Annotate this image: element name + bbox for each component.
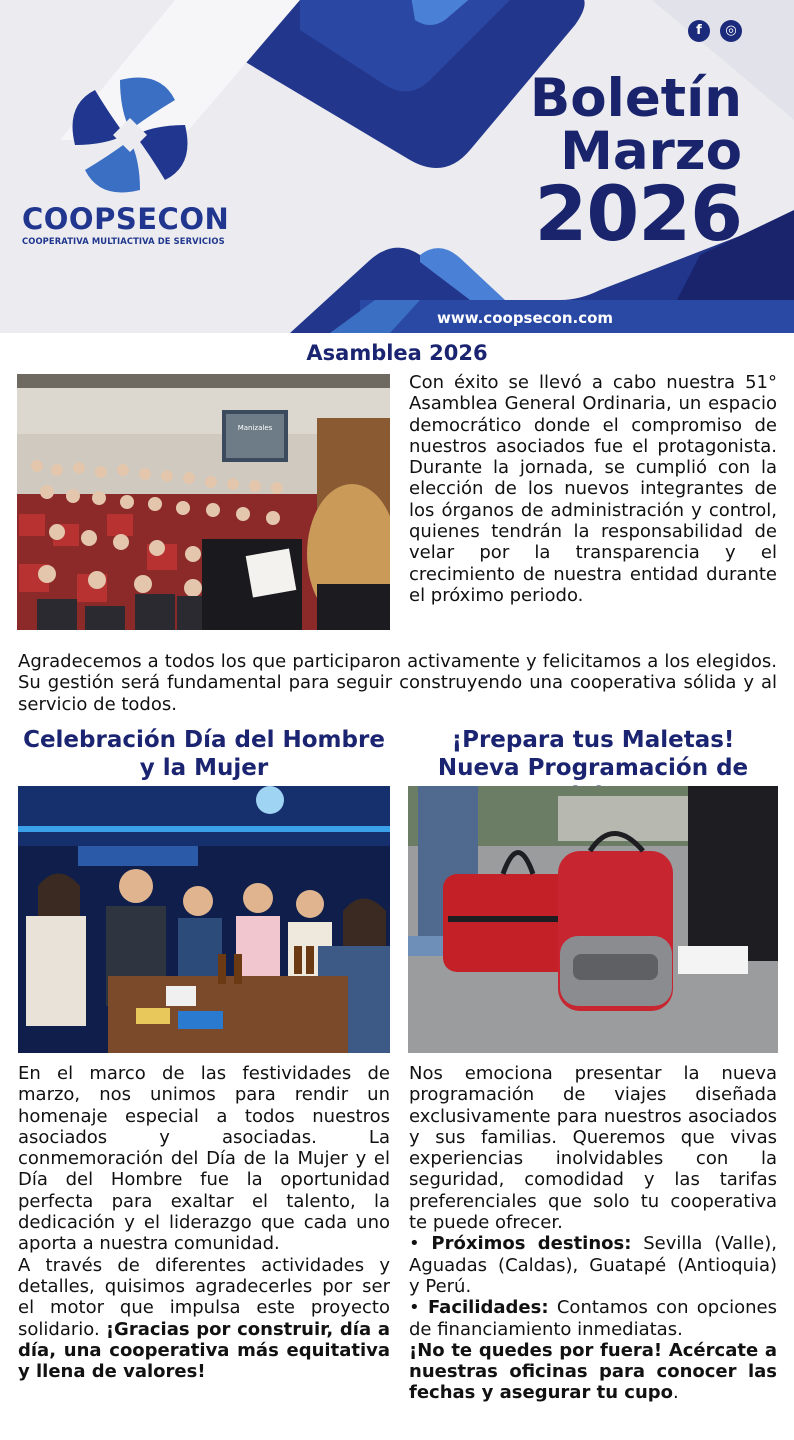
asamblea-paragraph-2: Agradecemos a todos los que participaron activamente y felicitamos a los elegidos. Su gestión será fundamental para seguir construyendo una cooperativa sólida y al servicio de todos. [18,651,777,715]
viajes-bullet-2-label: Facilidades: [427,1297,549,1319]
viajes-bullet-1-text: Sevilla (Valle), Aguadas (Caldas), Guatapé (Antioquia) y Perú. [409,1233,777,1297]
logo-tagline: COOPERATIVA MULTIACTIVA DE SERVICIOS [22,236,225,246]
newsletter-header [0,0,794,333]
viajes-text [409,1063,777,1404]
celebracion-text [18,1063,390,1382]
logo-knot-icon [70,74,190,196]
viajes-paragraph-1: Nos emociona presentar la nueva programación de viajes diseñada exclusivamente para nuestros asociados y sus familias. Queremos que vivas experiencias inolvidables con la seguridad, comodidad y las tarifas preferenciales que solo tu cooperativa te puede ofrecer. [409,1063,777,1234]
celebracion-paragraph-2: A través de diferentes actividades y detalles, quisimos agradecerles por ser el motor que impulsa este proyecto solidario. [18,1254,390,1340]
viajes-bullet-2-text: Contamos con opciones de financiamiento inmediatas. [409,1297,777,1340]
social-links [688,20,742,42]
title-line-2: Marzo [560,121,742,182]
celebracion-section-title: Celebración Día del Hombre y la Mujer [23,727,385,781]
website-link[interactable]: www.coopsecon.com [437,309,614,327]
celebracion-photo [18,786,390,1053]
viajes-closing-bold: ¡No te quedes por fuera! Acércate a nuestras oficinas para conocer las fechas y asegurar tu cupo [409,1339,777,1404]
title-line-1: Boletín [529,68,742,129]
celebracion-closing-bold: ¡Gracias por construir, día a día, una cooperativa más equitativa y llena de valores! [18,1318,390,1383]
viajes-photo [408,786,778,1053]
screen-text: Manizales [237,424,273,432]
asamblea-photo [17,374,390,630]
facebook-icon[interactable]: f [688,20,710,42]
newsletter-title [529,68,742,258]
viajes-section-title: ¡Prepara tus Maletas! Nueva Programación de [437,727,749,781]
viajes-bullet-1-label: Próximos destinos: [431,1233,632,1255]
asamblea-paragraph-1: Con éxito se llevó a cabo nuestra 51° Asamblea General Ordinaria, un espacio democrático donde el compromiso de nuestros asociados fue el protagonista. Durante la jornada, se cumplió con la elección de los nuevos integrantes de los órganos de administración y control, quienes tendrán la responsabilidad de velar por la transparencia y el crecimiento de nuestra entidad durante el próximo periodo. [409,372,777,606]
asamblea-section-title: Asamblea 2026 [306,341,488,365]
coopsecon-logo [22,74,242,246]
viajes-closing-end: . [673,1382,679,1404]
bullet-icon: • [409,1233,420,1255]
bullet-icon: • [409,1297,420,1319]
title-line-3: 2026 [534,169,742,258]
logo-brand-name: COOPSECON [22,202,230,236]
celebracion-paragraph-1: En el marco de las festividades de marzo, nos unimos para rendir un homenaje especial a todos nuestros asociados y asociadas. La conmemoración del Día de la Mujer y el Día del Hombre fue la oportunidad perfecta para exaltar el talento, la dedicación y el liderazgo que cada uno aporta a nuestra comunidad. [18,1063,390,1255]
instagram-icon[interactable]: ◎ [720,20,742,42]
